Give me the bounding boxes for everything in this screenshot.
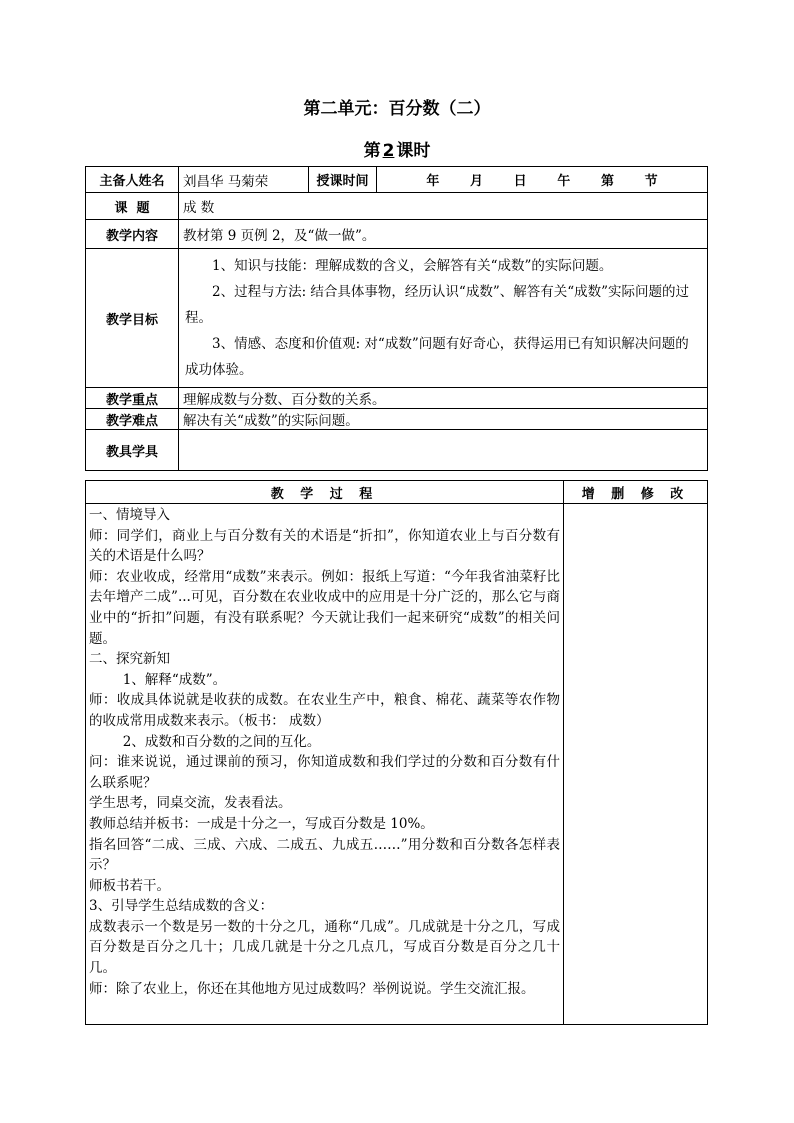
date-noon: 午 [557,174,571,189]
difficulty-row [86,409,708,430]
process-line: 师：农业收成，经常用“成数”来表示。例如：报纸上写道：“今年我省油菜籽比去年增产二成”...可见，百分数在农业收成中的应用是十分广泛的，那么它与商业中的“折扣”问题，有没有联系呢？今天就让我们一起来研究“成数”的相关问题。 [89,568,560,647]
topic-row [86,193,708,220]
process-line: 学生思考，同桌交流，发表看法。 [89,795,292,812]
date-day: 日 [513,174,527,189]
edit-header: 增 删 修 改 [564,481,708,504]
tools-value [179,430,708,471]
date-period-suffix: 节 [644,174,658,189]
teaching-process-table [85,480,708,1025]
goals-row [86,249,708,388]
lesson-suffix: 课时 [396,141,431,161]
process-line: 3、引导学生总结成数的含义： [89,898,274,915]
tools-row [86,430,708,471]
process-line: 师：同学们，商业上与百分数有关的术语是“折扣”，你知道农业上与百分数有关的术语是什么吗？ [89,527,560,565]
content-value: 教材第 9 页例 2，及“做一做”。 [179,220,708,249]
process-line: 师：除了农业上，你还在其他地方见过成数吗？举例说说。学生交流汇报。 [89,980,535,997]
goal-attitude: 3、情感、态度和价值观: 对“成数”问题有好奇心，获得运用已有知识解决问题的成功体验。 [185,336,689,378]
topic-value: 成 数 [179,193,708,220]
teach-time-label: 授课时间 [309,167,377,193]
key-point-label: 教学重点 [86,388,179,409]
process-line: 问：谁来说说，通过课前的预习，你知道成数和我们学过的分数和百分数有什么联系呢？ [89,754,560,791]
process-line: 教师总结并板书：一成是十分之一，写成百分数是 10%。 [89,815,434,832]
process-line: 一、情境导入 [89,507,170,523]
goals-label: 教学目标 [86,249,179,388]
process-line: 师：收成具体说就是收获的成数。在农业生产中，粮食、棉花、蔬菜等农作物的收成常用成数来表示。（板书： 成数） [89,692,560,729]
key-point-row [86,388,708,409]
topic-label [86,193,179,220]
unit-title: 第二单元：百分数（二） [303,99,491,119]
difficulty-label: 教学难点 [86,409,179,430]
process-line: 指名回答“二成、三成、六成、二成五、九成五……”用分数和百分数各怎样表示？ [89,836,560,874]
process-line: 成数表示一个数是另一数的十分之几，通称“几成”。几成就是十分之几，写成百分数是百分之几十；几成几就是十分之几点几，写成百分数是百分之几十几。 [89,918,560,977]
preparer-label: 主备人姓名 [86,167,179,193]
lesson-info-table [85,166,708,471]
process-header: 教 学 过 程 [86,481,564,504]
tools-label: 教具学具 [86,430,179,471]
date-month: 月 [469,174,483,189]
process-line: 1、解释“成数”。 [122,671,227,688]
process-line: 师板书若干。 [89,877,170,894]
process-body-row [86,504,708,1025]
process-line: 2、成数和百分数的之间的互化。 [122,733,321,750]
process-line: 二、探究新知 [89,651,170,668]
process-header-row [86,481,708,504]
teach-time-value [377,167,708,193]
lesson-number: 2 [382,141,395,161]
topic-label-text: 课 题 [114,200,150,216]
process-content [86,504,564,1025]
date-year: 年 [426,174,440,189]
goals-value [179,249,708,388]
content-label: 教学内容 [86,220,179,249]
preparer-row [86,167,708,193]
goal-process: 2、过程与方法: 结合具体事物，经历认识“成数”、解答有关“成数”实际问题的过程。 [185,284,690,326]
goal-knowledge: 1、知识与技能：理解成数的含义，会解答有关“成数”的实际问题。 [212,258,613,274]
content-row [86,220,708,249]
key-point-value: 理解成数与分数、百分数的关系。 [179,388,708,409]
date-period-prefix: 第 [600,174,614,189]
edit-notes-cell [564,504,708,1025]
lesson-prefix: 第 [363,141,381,161]
lesson-number-line [0,136,794,161]
preparer-value: 刘昌华 马菊荣 [179,167,309,193]
difficulty-value: 解决有关“成数”的实际问题。 [179,409,708,430]
